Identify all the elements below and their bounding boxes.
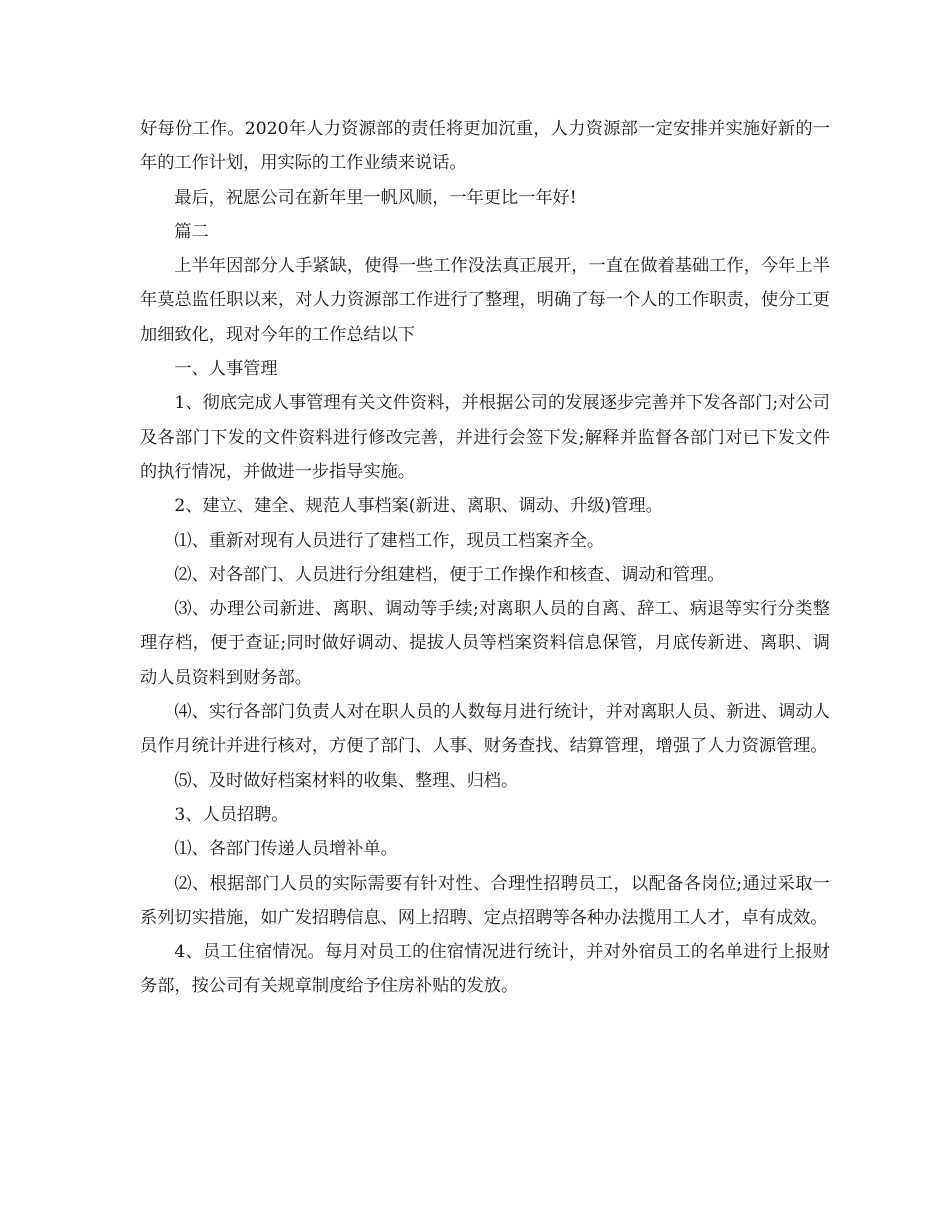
list-item: ⑴、重新对现有人员进行了建档工作，现员工档案齐全。 (174, 530, 605, 551)
section-heading: 篇二 (174, 221, 209, 242)
document-body (140, 112, 830, 1004)
list-item: ⑷、实行各部门负责人对在职人员的人数每月进行统计，并对离职人员、新进、调动人员作月统计并进行核对，方便了部门、人事、财务查找、结算管理，增强了人力资源管理。 (140, 702, 830, 757)
paragraph: 好每份工作。2020年人力资源部的责任将更加沉重，人力资源部一定安排并实施好新的一年的工作计划，用实际的工作业绩来说话。 (140, 119, 830, 174)
paragraph: 最后，祝愿公司在新年里一帆风顺，一年更比一年好! (174, 187, 577, 208)
list-item: ⑵、根据部门人员的实际需要有针对性、合理性招聘员工，以配备各岗位;通过采取一系列切实措施，如广发招聘信息、网上招聘、定点招聘等各种办法揽用工人才，卓有成效。 (140, 873, 830, 928)
paragraph: 2、建立、建全、规范人事档案(新进、离职、调动、升级)管理。 (174, 496, 663, 517)
paragraph: 上半年因部分人手紧缺，使得一些工作没法真正展开，一直在做着基础工作，今年上半年莫总监任职以来，对人力资源部工作进行了整理，明确了每一个人的工作职责，使分工更加细致化，现对今年的工作总结以下 (140, 256, 830, 345)
paragraph: 4、员工住宿情况。每月对员工的住宿情况进行统计，并对外宿员工的名单进行上报财务部，按公司有关规章制度给予住房补贴的发放。 (140, 942, 830, 997)
section-heading: 一、人事管理 (174, 359, 278, 380)
list-item: ⑶、办理公司新进、离职、调动等手续;对离职人员的自离、辞工、病退等实行分类整理存档，便于查证;同时做好调动、提拔人员等档案资料信息保管，月底传新进、离职、调动人员资料到财务部。 (140, 599, 830, 688)
list-item: ⑸、及时做好档案材料的收集、整理、归档。 (174, 770, 519, 791)
list-item: ⑵、对各部门、人员进行分组建档，便于工作操作和核查、调动和管理。 (174, 564, 725, 585)
paragraph: 3、人员招聘。 (174, 804, 289, 825)
paragraph: 1、彻底完成人事管理有关文件资料，并根据公司的发展逐步完善并下发各部门;对公司及各部门下发的文件资料进行修改完善，并进行会签下发;解释并监督各部门对已下发文件的执行情况，并做进一步指导实施。 (140, 393, 830, 482)
list-item: ⑴、各部门传递人员增补单。 (174, 839, 398, 860)
